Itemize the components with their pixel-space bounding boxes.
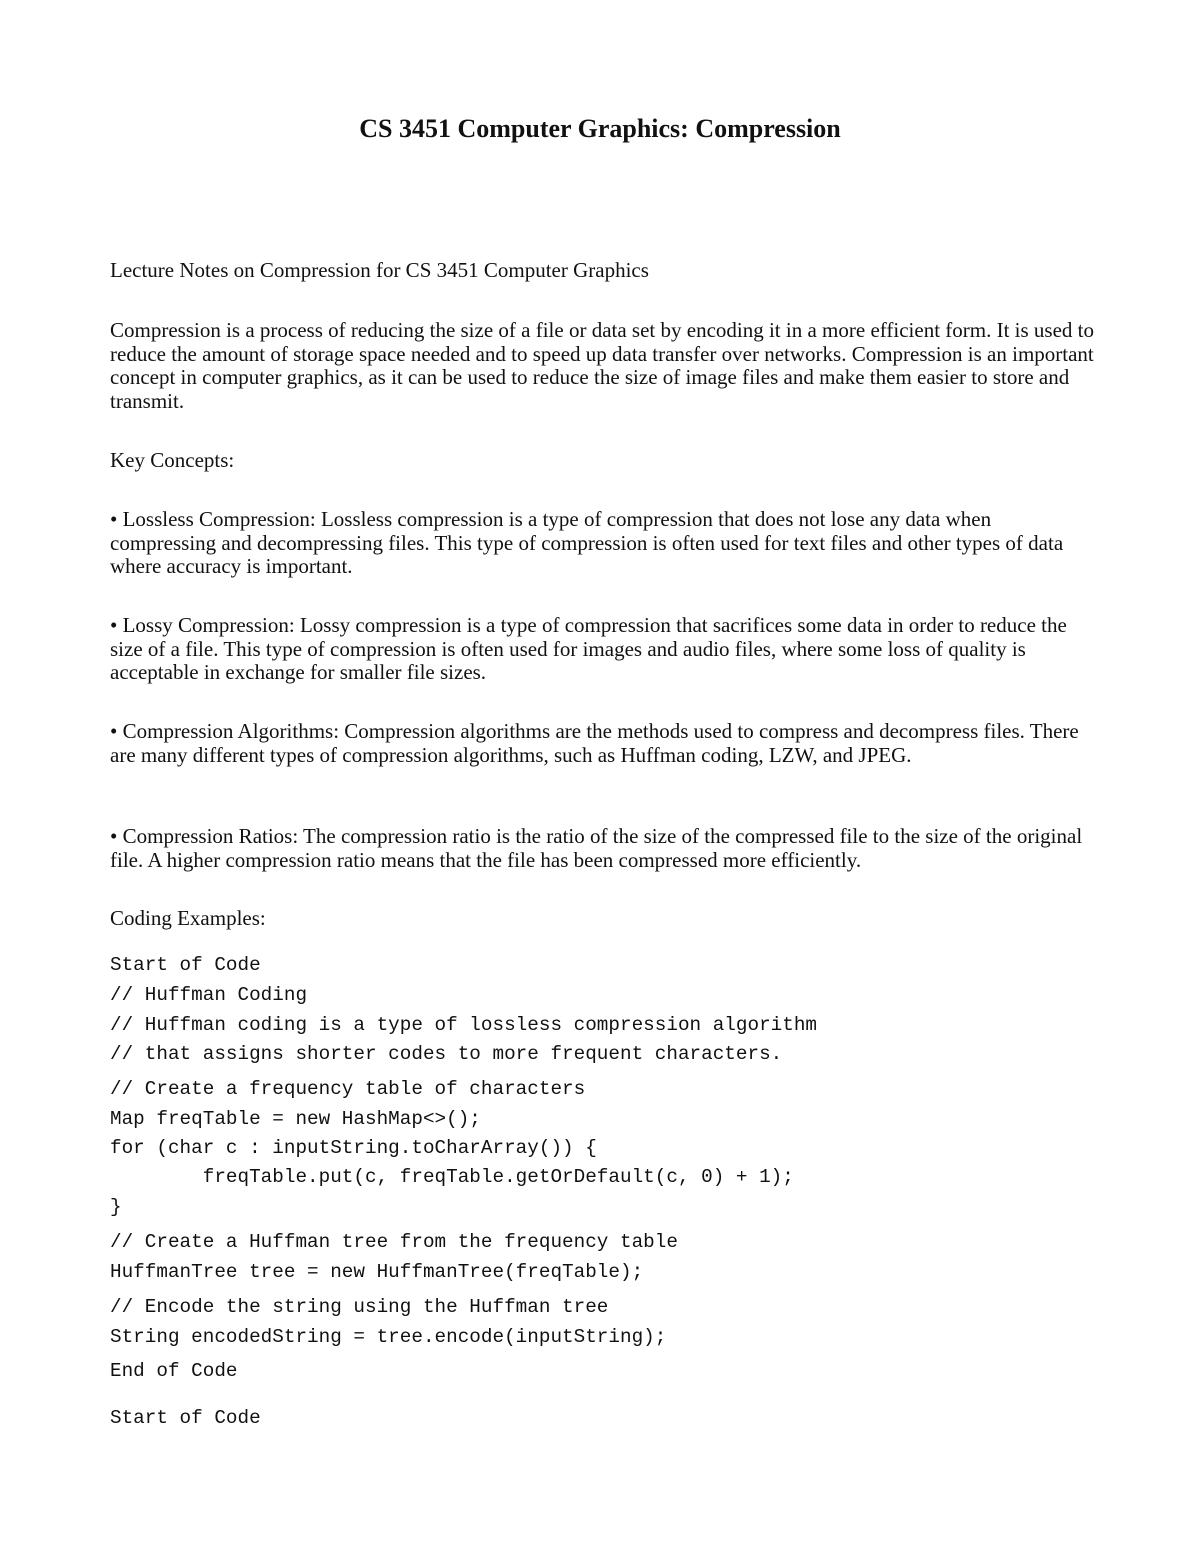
code-line: // Huffman Coding xyxy=(110,984,308,1006)
document-subtitle: Lecture Notes on Compression for CS 3451 Computer Graphics xyxy=(110,258,649,282)
document-title: CS 3451 Computer Graphics: Compression xyxy=(359,114,841,143)
bullet-ratios: • Compression Ratios: The compression ratio is the ratio of the size of the compressed file to the size of the original file. A higher compression ratio means that the file has been compressed more efficiently. xyxy=(110,824,1083,872)
key-concepts-heading: Key Concepts: xyxy=(110,448,235,472)
code-line: freqTable.put(c, freqTable.getOrDefault(c, 0) + 1); xyxy=(110,1166,794,1188)
code-line: // Create a frequency table of characters xyxy=(110,1078,586,1100)
bullet-algorithms: • Compression Algorithms: Compression algorithms are the methods used to compress and decompress files. There are many different types of compression algorithms, such as Huffman coding, LZW, and JPEG. xyxy=(110,719,1079,767)
code-line: HuffmanTree tree = new HuffmanTree(freqTable); xyxy=(110,1261,644,1283)
code-line: } xyxy=(110,1196,122,1218)
code-line: // Huffman coding is a type of lossless compression algorithm xyxy=(110,1014,818,1036)
code-line: Map freqTable = new HashMap<>(); xyxy=(110,1108,481,1130)
code-line: End of Code xyxy=(110,1360,238,1382)
code-line: // Encode the string using the Huffman tree xyxy=(110,1296,609,1318)
code-line: // Create a Huffman tree from the frequency table xyxy=(110,1231,678,1253)
code-line: String encodedString = tree.encode(inputString); xyxy=(110,1326,667,1348)
intro-paragraph: Compression is a process of reducing the size of a file or data set by encoding it in a more efficient form. It is used to reduce the amount of storage space needed and to speed up data transfer over networks. Compression is an important concept in computer graphics, as it can be used to reduce the size of image files and make them easier to store and transmit. xyxy=(110,318,1095,413)
code-line: Start of Code xyxy=(110,954,261,976)
code-line: // that assigns shorter codes to more frequent characters. xyxy=(110,1043,783,1065)
code-line: for (char c : inputString.toCharArray()) { xyxy=(110,1137,597,1159)
bullet-lossy: • Lossy Compression: Lossy compression is a type of compression that sacrifices some data in order to reduce the size of a file. This type of compression is often used for images and audio files, where some loss of quality is acceptable in exchange for smaller file sizes. xyxy=(110,613,1067,684)
coding-examples-heading: Coding Examples: xyxy=(110,906,266,930)
code-line: Start of Code xyxy=(110,1407,261,1429)
bullet-lossless: • Lossless Compression: Lossless compression is a type of compression that does not lose any data when compressing and decompressing files. This type of compression is often used for text files and other types of data where accuracy is important. xyxy=(110,507,1064,578)
